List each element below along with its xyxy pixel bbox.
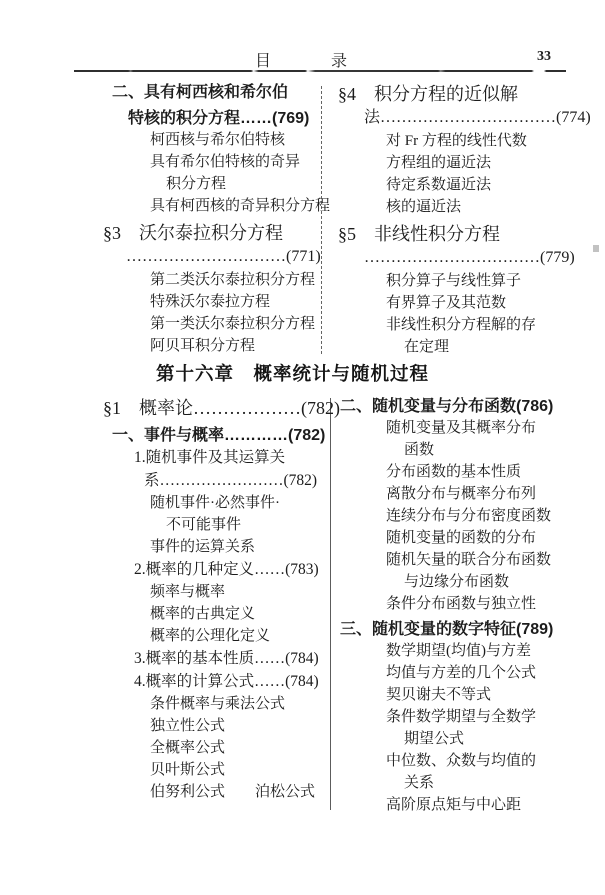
toc-line: 期望公式: [404, 731, 465, 747]
toc-line: …………………………(771): [126, 248, 321, 265]
toc-column-top-left: [90, 78, 331, 358]
toc-line: 对 Fr 方程的线性代数: [386, 133, 527, 149]
toc-line: 二、具有柯西核和希尔伯: [112, 84, 289, 101]
toc-line: 全概率公式: [150, 740, 226, 756]
toc-line: 连续分布与分布密度函数: [386, 508, 552, 524]
toc-line: 随机矢量的联合分布函数: [386, 552, 552, 568]
toc-line: 高阶原点矩与中心距: [386, 797, 522, 813]
toc-line: 法……………………………(774): [364, 109, 591, 126]
running-head: [75, 48, 563, 70]
toc-line: 4.概率的计算公式……(784): [134, 673, 319, 690]
toc-line: 独立性公式: [150, 718, 226, 734]
chapter-heading: 第十六章 概率统计与随机过程: [155, 363, 429, 384]
toc-line: 一、事件与概率…………(782): [112, 427, 326, 444]
toc-column-bottom-right: [334, 392, 576, 817]
toc-line: 中位数、众数与均值的: [386, 753, 537, 769]
toc-line: 非线性积分方程解的存: [386, 317, 537, 333]
toc-line: 频率与概率: [150, 584, 226, 600]
page-number: 33: [537, 49, 551, 64]
toc-line: 与边缘分布函数: [404, 574, 510, 590]
toc-line: 有界算子及其范数: [386, 295, 507, 311]
toc-line: 积分方程: [166, 176, 227, 192]
toc-line: 随机变量的函数的分布: [386, 530, 537, 546]
toc-line: §3 沃尔泰拉积分方程: [103, 223, 283, 243]
toc-line: 条件数学期望与全数学: [386, 709, 537, 725]
toc-column-top-right: [334, 78, 591, 359]
toc-line: 阿贝耳积分方程: [150, 338, 256, 354]
toc-line: 条件概率与乘法公式: [150, 696, 286, 712]
toc-line: 概率的古典定义: [150, 606, 256, 622]
toc-line: 随机变量及其概率分布: [386, 420, 537, 436]
toc-line: 离散分布与概率分布列: [386, 486, 537, 502]
toc-line: 特殊沃尔泰拉方程: [150, 294, 271, 310]
toc-line: 契贝谢夫不等式: [386, 687, 492, 703]
toc-line: 在定理: [404, 339, 450, 355]
toc-line: 数学期望(均值)与方差: [386, 643, 531, 659]
toc-line: 特核的积分方程……(769): [128, 110, 310, 127]
toc-column-bottom-left: [90, 392, 340, 804]
toc-line: §5 非线性积分方程: [338, 224, 500, 244]
toc-line: 核的逼近法: [386, 199, 462, 215]
toc-line: 概率的公理化定义: [150, 628, 271, 644]
toc-line: 贝叶斯公式: [150, 762, 226, 778]
toc-line: 不可能事件: [166, 517, 242, 533]
scan-artifact: [593, 245, 599, 252]
toc-line: §1 概率论………………(782): [103, 398, 340, 418]
toc-line: 3.概率的基本性质……(784): [134, 650, 319, 667]
toc-line: 具有希尔伯特核的奇异: [150, 154, 301, 170]
page-title: 目 录: [254, 53, 369, 70]
toc-line: 2.概率的几种定义……(783): [134, 561, 319, 578]
toc-line: 1.随机事件及其运算关: [134, 449, 286, 466]
header-rule: [74, 70, 566, 73]
toc-line: 二、随机变量与分布函数(786): [340, 398, 554, 415]
toc-line: 条件分布函数与独立性: [386, 596, 537, 612]
toc-line: 第二类沃尔泰拉积分方程: [150, 272, 316, 288]
toc-line: 柯西核与希尔伯特核: [150, 132, 286, 148]
toc-line: 均值与方差的几个公式: [386, 665, 537, 681]
toc-line: 系……………………(782): [144, 472, 318, 489]
toc-line: §4 积分方程的近似解: [338, 84, 518, 104]
toc-line: 随机事件·必然事件·: [150, 495, 280, 511]
toc-line: 第一类沃尔泰拉积分方程: [150, 316, 316, 332]
column-divider-bottom: [330, 398, 331, 810]
toc-line: 积分算子与线性算子: [386, 273, 522, 289]
toc-line: 三、随机变量的数字特征(789): [340, 621, 554, 638]
toc-line: 具有柯西核的奇异积分方程: [150, 198, 331, 214]
toc-line: 函数: [404, 442, 435, 458]
toc-line: 伯努利公式 泊松公式: [150, 784, 316, 800]
toc-line: 事件的运算关系: [150, 539, 256, 555]
toc-line: 分布函数的基本性质: [386, 464, 522, 480]
toc-line: 方程组的逼近法: [386, 155, 492, 171]
toc-line: 待定系数逼近法: [386, 177, 492, 193]
toc-line: 关系: [404, 775, 435, 791]
toc-line: ……………………………(779): [364, 249, 575, 266]
